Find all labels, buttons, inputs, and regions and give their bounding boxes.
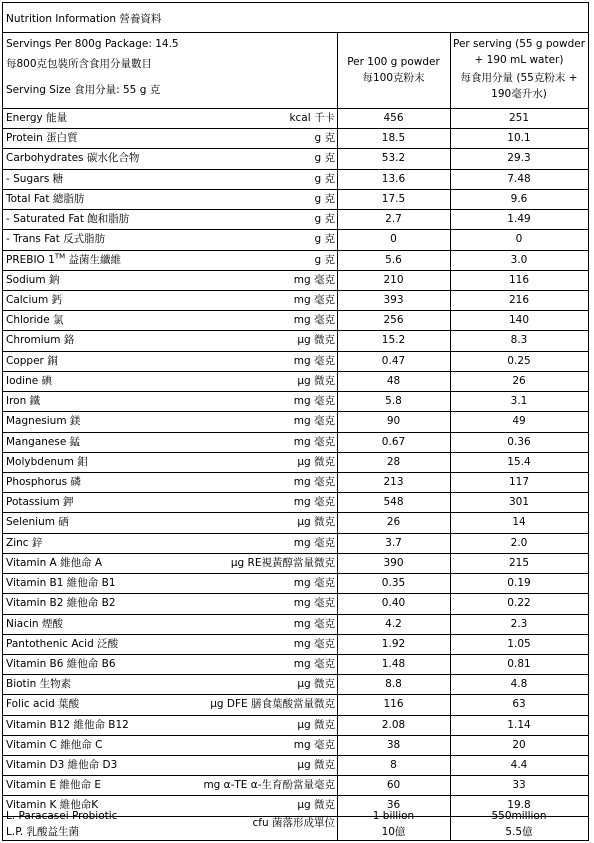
servings-per-package: Servings Per 800g Package: 14.5 [6,38,179,50]
nutrient-unit: mg 毫克 [293,476,335,488]
row-divider [3,169,588,170]
nutrient-name: Chromium 鉻 [6,334,75,346]
nutrient-unit: mg 毫克 [293,597,335,609]
value-per100: 18.5 [381,132,406,144]
value-perserving: 301 [508,496,530,508]
probiotic-per100 [337,810,450,839]
probiotic-name-line1: L. Paracasei Probiotic [6,810,118,822]
nutrient-unit: mg 毫克 [293,537,335,549]
value-perserving: 33 [512,779,526,791]
probiotic-unit: cfu 菌落形成單位 [252,817,335,829]
row-divider [3,694,588,695]
trademark-superscript: TM [54,252,66,261]
nutrient-unit: μg 微克 [297,334,335,346]
row-divider [3,573,588,574]
probiotic-per100-line2: 10億 [381,826,406,838]
probiotic-name [6,810,117,839]
probiotic-perserving [450,810,588,839]
nutrient-name: Biotin 生物素 [6,678,72,690]
nutrient-name: Total Fat 總脂肪 [6,193,85,205]
value-per100: 17.5 [381,193,406,205]
nutrient-name: Vitamin A 維他命 A [6,557,103,569]
header-perserving [450,38,588,101]
value-perserving: 10.1 [507,132,531,144]
row-divider [3,472,588,473]
row-divider [3,795,588,796]
value-per100: 90 [386,415,401,427]
nutrient-unit: μg 微克 [297,759,335,771]
nutrient-name: Potassium 鉀 [6,496,74,508]
value-perserving: 4.4 [510,759,528,771]
nutrient-name: Copper 銅 [6,355,58,367]
row-divider [3,432,588,433]
value-per100: 0.35 [381,577,406,589]
nutrient-unit: mg α-TE α-生育酚當量毫克 [203,779,335,791]
table-title: Nutrition Information 營養資料 [6,13,162,25]
nutrient-name: Vitamin E 維他命 E [6,779,102,791]
row-divider [3,108,588,109]
nutrient-name: Vitamin B1 維他命 B1 [6,577,116,589]
row-divider [3,452,588,453]
nutrient-unit: μg 微克 [297,516,335,528]
value-per100: 8 [390,759,397,771]
value-perserving: 49 [512,415,526,427]
value-per100: 213 [383,476,404,488]
row-divider [3,391,588,392]
nutrition-table [2,2,589,841]
value-perserving: 0.25 [507,355,531,367]
value-perserving: 1.14 [507,719,531,731]
value-per100: 36 [386,799,401,811]
value-perserving: 20 [512,739,526,751]
nutrient-unit: mg 毫克 [293,294,335,306]
nutrient-unit: mg 毫克 [293,658,335,670]
value-perserving: 0.19 [507,577,531,589]
header-perserving-line1: Per serving (55 g powder [452,38,586,50]
header-per100-line1: Per 100 g powder [347,56,440,68]
value-per100: 0.40 [381,597,406,609]
row-divider [3,371,588,372]
value-perserving: 116 [508,274,530,286]
value-perserving: 117 [508,476,530,488]
nutrient-name: - Trans Fat 反式脂肪 [6,233,106,245]
nutrient-name: Iodine 碘 [6,375,53,387]
value-per100: 210 [383,274,404,286]
nutrient-unit: g 克 [314,173,335,185]
nutrient-name: Chloride 氯 [6,314,64,326]
value-perserving: 2.3 [510,618,528,630]
row-divider [3,229,588,230]
nutrient-name: Iron 鐵 [6,395,41,407]
probiotic-perserving-line1: 550million [491,810,547,822]
nutrient-name: - Sugars 糖 [6,173,64,185]
value-per100: 0 [390,233,397,245]
nutrient-name [6,254,121,267]
value-per100: 456 [383,112,404,124]
value-perserving: 8.3 [510,334,528,346]
nutrient-name: Phosphorus 磷 [6,476,81,488]
row-divider [3,593,588,594]
nutrient-unit: mg 毫克 [293,496,335,508]
nutrient-unit: mg 毫克 [293,638,335,650]
row-divider [3,250,588,251]
nutrient-name: Vitamin D3 維他命 D3 [6,759,118,771]
row-divider [3,674,588,675]
value-per100: 390 [383,557,404,569]
row-divider [3,209,588,210]
value-perserving: 63 [512,698,526,710]
value-perserving: 9.6 [510,193,528,205]
nutrient-name-suffix: 益菌生纖維 [65,254,122,266]
row-divider [3,330,588,331]
row-divider [3,270,588,271]
nutrient-unit: mg 毫克 [293,395,335,407]
nutrient-unit: mg 毫克 [293,274,335,286]
value-per100: 26 [386,516,401,528]
nutrient-unit: g 克 [314,193,335,205]
row-divider [3,310,588,311]
value-per100: 548 [383,496,404,508]
value-perserving: 19.8 [507,799,531,811]
value-per100: 28 [386,456,401,468]
nutrient-unit: mg 毫克 [293,314,335,326]
probiotic-perserving-line2: 5.5億 [505,826,533,838]
header-perserving-line4: 190毫升水) [491,88,547,100]
row-divider [3,189,588,190]
value-per100: 2.7 [385,213,402,225]
value-per100: 3.7 [385,537,402,549]
row-divider [3,533,588,534]
row-divider [3,492,588,493]
value-per100: 393 [383,294,404,306]
value-perserving: 215 [508,557,530,569]
value-perserving: 2.0 [510,537,528,549]
nutrient-name: Zinc 鋅 [6,537,43,549]
value-perserving: 29.3 [507,152,531,164]
nutrient-unit: g 克 [314,132,335,144]
row-divider [3,411,588,412]
nutrient-unit: mg 毫克 [293,355,335,367]
nutrient-unit: g 克 [314,213,335,225]
nutrient-name-text: PREBIO 1 [6,254,55,266]
value-per100: 116 [383,698,404,710]
nutrient-name: Manganese 錳 [6,436,81,448]
value-per100: 48 [386,375,401,387]
nutrient-unit: mg 毫克 [293,618,335,630]
nutrient-unit: mg 毫克 [293,436,335,448]
nutrient-unit: μg 微克 [297,678,335,690]
nutrient-name: Niacin 煙酸 [6,618,63,630]
nutrient-name: Sodium 鈉 [6,274,60,286]
value-perserving: 3.0 [510,254,528,266]
value-per100: 8.8 [385,678,402,690]
nutrient-name: Vitamin C 維他命 C [6,739,103,751]
row-divider [3,148,588,149]
value-per100: 60 [386,779,401,791]
nutrient-name: Pantothenic Acid 泛酸 [6,638,119,650]
nutrient-name: Energy 能量 [6,112,68,124]
value-perserving: 3.1 [510,395,528,407]
row-divider [3,735,588,736]
value-per100: 0.67 [381,436,406,448]
value-per100: 256 [383,314,404,326]
value-per100: 2.08 [381,719,406,731]
value-perserving: 251 [508,112,530,124]
value-perserving: 0 [515,233,523,245]
row-divider [3,614,588,615]
value-per100: 53.2 [381,152,406,164]
servings-per-package-zh: 每800克包裝所含食用分量數目 [6,58,153,70]
value-perserving: 0.36 [507,436,531,448]
header-perserving-line2: + 190 mL water) [474,54,564,66]
value-perserving: 1.49 [507,213,531,225]
row-divider [3,775,588,776]
value-perserving: 26 [512,375,526,387]
nutrient-unit: μg 微克 [297,799,335,811]
nutrient-unit: mg 毫克 [293,739,335,751]
nutrient-unit: μg DFE 膳食葉酸當量微克 [210,698,335,710]
row-divider [3,128,588,129]
value-perserving: 0.22 [507,597,531,609]
row-divider [3,654,588,655]
nutrient-unit: g 克 [314,233,335,245]
nutrient-name: Vitamin B2 維他命 B2 [6,597,116,609]
nutrient-unit: mg 毫克 [293,577,335,589]
value-per100: 38 [386,739,401,751]
value-per100: 4.2 [385,618,402,630]
serving-size: Serving Size 食用分量: 55 g 克 [6,84,161,96]
value-perserving: 1.05 [507,638,531,650]
value-perserving: 216 [508,294,530,306]
value-per100: 13.6 [381,173,406,185]
column-divider [337,32,338,840]
nutrient-name: Carbohydrates 碳水化合物 [6,152,140,164]
value-per100: 15.2 [381,334,406,346]
nutrient-name: Molybdenum 鉬 [6,456,88,468]
value-perserving: 7.48 [507,173,531,185]
nutrient-name: Vitamin B6 維他命 B6 [6,658,116,670]
nutrient-name: Protein 蛋白質 [6,132,78,144]
nutrient-name: Vitamin B12 維他命 B12 [6,719,129,731]
nutrient-unit: μg 微克 [297,375,335,387]
probiotic-per100-line1: 1 billion [372,810,415,822]
value-perserving: 0.81 [507,658,531,670]
value-per100: 5.6 [385,254,402,266]
nutrient-unit: μg 微克 [297,456,335,468]
column-divider [450,32,451,840]
nutrient-unit: kcal 千卡 [289,112,335,124]
value-per100: 1.48 [381,658,406,670]
nutrient-name: Calcium 鈣 [6,294,63,306]
header-per100-line2: 每100克粉末 [362,72,425,84]
row-divider [3,351,588,352]
value-perserving: 14 [512,516,526,528]
row-divider [3,755,588,756]
value-perserving: 15.4 [507,456,531,468]
probiotic-name-line2: L.P. 乳酸益生菌 [6,826,80,838]
row-divider [3,715,588,716]
nutrient-unit: μg 微克 [297,719,335,731]
nutrient-name: Magnesium 鎂 [6,415,81,427]
value-per100: 0.47 [381,355,406,367]
nutrient-unit: g 克 [314,254,335,266]
divider [3,32,588,33]
nutrient-name: - Saturated Fat 飽和脂肪 [6,213,130,225]
nutrient-name: Vitamin K 維他命K [6,799,99,811]
row-divider [3,634,588,635]
value-perserving: 140 [508,314,530,326]
value-per100: 5.8 [385,395,402,407]
row-divider [3,553,588,554]
header-per100 [337,56,450,85]
nutrient-unit: g 克 [314,152,335,164]
nutrient-name: Folic acid 葉酸 [6,698,80,710]
value-perserving: 4.8 [510,678,528,690]
row-divider [3,290,588,291]
nutrient-name: Selenium 硒 [6,516,69,528]
row-divider [3,512,588,513]
nutrient-unit: μg RE視黃醇當量微克 [230,557,335,569]
header-perserving-line3: 每食用分量 (55克粉末 + [460,72,578,84]
value-per100: 1.92 [381,638,406,650]
nutrient-unit: mg 毫克 [293,415,335,427]
